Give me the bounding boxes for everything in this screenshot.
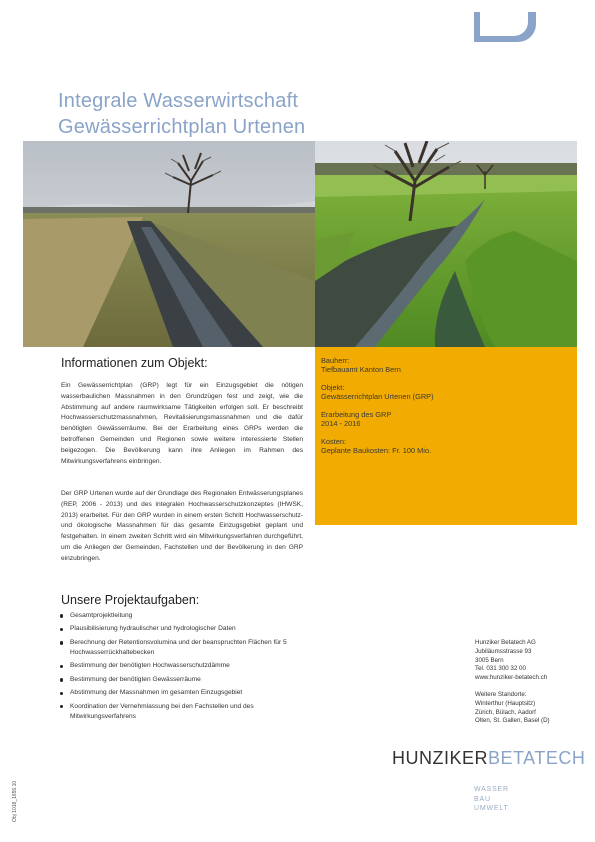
tasks-list xyxy=(59,611,307,725)
bullet-icon xyxy=(60,692,63,695)
logo-mark-icon xyxy=(474,12,536,42)
company-name: Hunziker Betatech AG xyxy=(475,639,536,646)
bauherr-value: Tiefbauamt Kanton Bern xyxy=(321,365,401,374)
bullet-icon xyxy=(60,641,63,644)
list-item xyxy=(59,702,307,722)
task-text: Plausibilisierung hydraulischer und hydrologischer Daten xyxy=(70,625,236,633)
phone: Tel. 031 300 32 00 xyxy=(475,665,526,673)
tasks-section-heading: Unsere Projektaufgaben: xyxy=(61,593,200,607)
task-text: Abstimmung der Massnahmen im gesamten Einzugsgebiet xyxy=(70,689,243,697)
bullet-icon xyxy=(60,614,63,617)
title-line-2: Gewässerrichtplan Urtenen xyxy=(58,116,306,138)
city: 3005 Bern xyxy=(475,656,504,664)
info-paragraph-1-text: Ein Gewässerrichtplan (GRP) legt für ein Einzugsgebiet die nötigen wasserbaulichen Massnahmen in den Grundzügen fest und zeigt, wie die Abstimmung auf andere raumwirksame Tätigkeiten erfolgen soll. Er beschreibt Hochwasserschutzmassnahmen, Revitalisierungsmassnahmen und die dafür benötigten Gewässerräume. Bei der Erarbeitung eines GRPs werden die betroffenen Gemeinden und Regionen sowie weitere interessierte Stellen beigezogen. Die Bevölkerung kann ihre Anliegen im Rahmen des Mitwirkungsverfahrens einbringen. xyxy=(61,382,303,465)
website-link[interactable]: www.hunziker-betatech.ch xyxy=(475,674,548,682)
info-section-heading: Informationen zum Objekt: xyxy=(61,356,208,370)
brand-part-1: HUNZIKER xyxy=(392,748,489,768)
photo-stream-field xyxy=(23,141,315,347)
brand-sub-3: UMWELT xyxy=(474,805,509,812)
brand-sub-2: BAU xyxy=(474,795,491,803)
list-item xyxy=(59,661,307,671)
task-text: Gesamtprojektleitung xyxy=(70,612,133,619)
brand-tagline xyxy=(474,785,509,814)
other-location-1: Winterthur (Hauptsitz) xyxy=(475,699,536,707)
list-item xyxy=(59,611,307,621)
objekt-value: Gewässerrichtplan Urtenen (GRP) xyxy=(321,392,434,401)
list-item xyxy=(59,624,307,634)
kosten-value: Geplante Baukosten: Fr. 100 Mio. xyxy=(321,446,432,455)
bullet-icon xyxy=(60,678,63,681)
task-text: Bestimmung der benötigten Gewässerräume xyxy=(70,675,201,683)
task-text: Koordination der Vernehmlassung bei den Fachstellen und des Mitwirkungsverfahrens xyxy=(70,702,254,720)
other-location-3: Olten, St. Gallen, Basel (D) xyxy=(475,717,550,725)
bullet-icon xyxy=(60,665,63,668)
bullet-icon xyxy=(60,705,63,708)
list-item xyxy=(59,675,307,685)
task-text: Bestimmung der benötigten Hochwasserschutzdämme xyxy=(70,662,230,670)
contact-block xyxy=(475,639,585,726)
page-title xyxy=(58,88,305,140)
brand-part-2: BETATECH xyxy=(488,748,586,768)
erarbeitung-label: Erarbeitung des GRP xyxy=(321,410,392,419)
title-line-1: Integrale Wasserwirtschaft xyxy=(58,90,299,112)
other-location-2: Zürich, Bülach, Aadorf xyxy=(475,708,536,716)
list-item xyxy=(59,638,307,658)
document-reference: Obj 1018_1655.10 xyxy=(12,780,18,822)
list-item xyxy=(59,688,307,698)
brand-sub-1: WASSER xyxy=(474,786,509,793)
info-paragraph-2 xyxy=(61,489,303,565)
bauherr-label: Bauherr: xyxy=(321,356,350,365)
objekt-label: Objekt: xyxy=(321,383,345,392)
photo-stream-meadow xyxy=(315,141,577,347)
kosten-label: Kosten: xyxy=(321,437,347,446)
info-paragraph-2-text: Der GRP Urtenen wurde auf der Grundlage des Regionalen Entwässerungsplanes (REP, 2006 - 2013) und des integralen Hochwasserschutzkonzeptes (IHWSK, 2013) erarbeitet. Für den GRP wurden in einem ersten Schritt Hochwasserschutz- und ökologische Massnahmen für das gesamte Einzugsgebiet geplant und festgehalten. In einem zweiten Schritt wird ein Mitwirkungsverfahren durchgeführt, um die Anliegen der Gemeinden, Fachstellen und der Bevölkerung in den GRP einzubringen. xyxy=(61,490,303,562)
erarbeitung-value: 2014 - 2016 xyxy=(321,419,361,428)
street-address: Jubiläumsstrasse 93 xyxy=(475,647,532,655)
brand-logo xyxy=(392,748,585,769)
info-paragraph-1 xyxy=(61,381,303,467)
project-info-box xyxy=(315,347,577,525)
other-locations-label: Weitere Standorte: xyxy=(475,690,527,698)
bullet-icon xyxy=(60,628,63,631)
task-text: Berechnung der Retentionsvolumina und der beanspruchten Flächen für 5 Hochwasserrückhaltebecken xyxy=(70,638,287,656)
